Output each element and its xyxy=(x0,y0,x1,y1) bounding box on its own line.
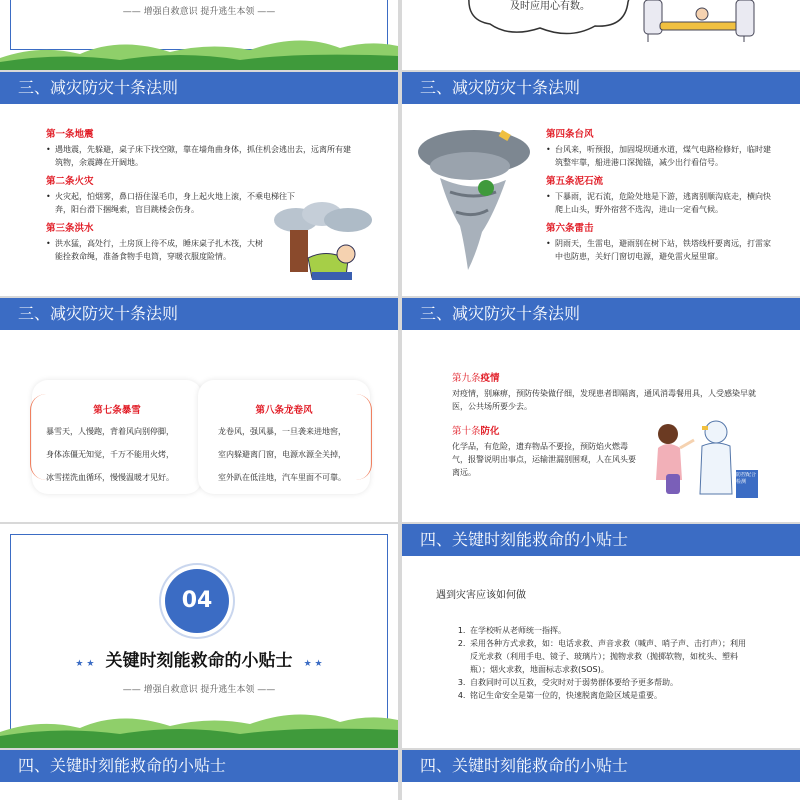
section-number: 04 xyxy=(181,588,213,613)
list-item: 3. 自救同时可以互救，受灾时对于弱势群体要给予更多帮助。 xyxy=(468,676,750,689)
rule-title: 第三条洪水 xyxy=(46,223,94,234)
rule-name: 防化 xyxy=(480,426,500,437)
rule-text: • 火灾起，怕烟雾，鼻口捂住湿毛巾，身上起火地上滚，不乘电梯往下奔，阳台滑下捆绳索，盲目跳楼会伤身。 xyxy=(46,190,303,216)
list-item: 1. 在学校听从老师统一指挥。 xyxy=(468,624,750,637)
rule-text: 化学品，有危险，遗弃物品不要捡，预防焰火燃毒气，报警说明出事点，运输泄漏别围观，人在风头要离远。 xyxy=(452,442,636,477)
rule-title: 第二条火灾 xyxy=(46,176,94,187)
slide-header: 四、关键时刻能救命的小贴士 xyxy=(402,524,800,556)
rule-text: • 阴雨天，生雷电，避雨别在树下站，铁塔线杆要离远，打雷家中也防患，关好门窗切电源，避免雷火屋里窜。 xyxy=(546,237,774,263)
slide-header: 四、关键时刻能救命的小贴士 xyxy=(0,750,398,782)
slide-header: 三、减灾防灾十条法则 xyxy=(0,72,398,104)
tornado-illustration xyxy=(410,122,538,274)
card-line: 室内躲避离门窗，电源水源全关掉， xyxy=(218,450,346,459)
card-title: 第八条龙卷风 xyxy=(255,405,313,416)
rule-text: • 台风来，听预报，加固堤坝通水道，煤气电路检修好，临时建筑整牢靠，船进港口深抛锚，减少出行看信号。 xyxy=(546,143,774,169)
card-line: 身体冻僵无知觉，千万不能用火烤， xyxy=(46,450,174,459)
slide-header: 三、减灾防灾十条法则 xyxy=(0,298,398,330)
rule-title: 第五条泥石流 xyxy=(546,176,604,187)
rule-prefix: 第九条 xyxy=(452,373,481,384)
card-line: 冰雪搓洗血循环，慢慢温暖才见好。 xyxy=(46,473,174,482)
slide-4[interactable] xyxy=(402,72,800,296)
earthquake-illustration xyxy=(268,198,384,290)
slide-header: 三、减灾防灾十条法则 xyxy=(402,298,800,330)
card-accent xyxy=(341,394,372,480)
slide-3[interactable] xyxy=(0,72,398,296)
rule-text: • 下暴雨，泥石流，危险处地是下游，逃离别顺沟底走，横向快爬上山头，野外宿营不选沟，进山一定看气候。 xyxy=(546,190,774,216)
card-accent xyxy=(30,394,61,480)
list-item: 2. 采用各种方式求救，如：电话求救、声音求救（喊声、哨子声、击打声）；利用反光求救（利用手电、镜子、玻璃片）；抛物求救（抛掷软物，如枕头、塑料瓶）；烟火求救，地面标志求救(SOS)。 xyxy=(468,637,750,676)
tips-list xyxy=(454,624,750,702)
slide-10-partial[interactable] xyxy=(402,750,800,800)
slide-5[interactable] xyxy=(0,298,398,522)
grass-decoration xyxy=(0,702,398,748)
card-line: 暴雪天，人慢跑，背着风向别停脚， xyxy=(46,427,174,436)
list-item: 4. 铭记生命安全是第一位的，快速脱离危险区域是重要。 xyxy=(468,689,750,702)
tips-list-wrap xyxy=(454,624,750,702)
bubble-text: 及时应用心有数。 xyxy=(510,1,590,12)
rescuers-illustration xyxy=(638,0,758,44)
slide-9-partial[interactable] xyxy=(0,750,398,800)
section-title: 关键时刻能救命的小贴士 xyxy=(105,651,293,671)
slide-1-partial[interactable] xyxy=(0,0,398,70)
star-icon: ★ ★ xyxy=(303,659,323,669)
slide-subtitle: —— 增强自救意识 提升逃生本领 —— xyxy=(122,7,276,17)
rule-card xyxy=(198,380,370,494)
star-icon: ★ ★ xyxy=(75,659,95,669)
card-title: 第七条暴雪 xyxy=(93,405,141,416)
rule-title: 第六条雷击 xyxy=(546,223,594,234)
slide-7[interactable] xyxy=(0,524,398,748)
slide-2-partial[interactable] xyxy=(402,0,800,70)
rule-name: 疫情 xyxy=(480,373,500,384)
rule-text: • 洪水猛，高处行，土房顶上待不成，睡床桌子扎木筏，大树能拴救命绳，准备食物手电筒，穿暖衣服度险情。 xyxy=(46,237,265,263)
slide-header: 三、减灾防灾十条法则 xyxy=(402,72,800,104)
rule-title: 第一条地震 xyxy=(46,129,94,140)
section-number-badge xyxy=(165,569,229,633)
rule-prefix: 第十条 xyxy=(452,426,481,437)
rules-column xyxy=(546,126,774,263)
sign-text: 防控配合检测 xyxy=(736,472,757,485)
slide-8[interactable] xyxy=(402,524,800,748)
rule-title xyxy=(452,370,770,384)
rule-text: 对疫情，别麻痹，预防传染做仔细，发现患者即隔离，通风消毒餐用具，人受感染早就医，公共场所要少去。 xyxy=(452,389,756,411)
section-title-row xyxy=(0,646,398,671)
rule-title: 第四条台风 xyxy=(546,129,594,140)
slide-6[interactable] xyxy=(402,298,800,522)
slide-subtitle: —— 增强自救意识 提升逃生本领 —— xyxy=(122,685,276,695)
tips-intro: 遇到灾害应该如何做 xyxy=(436,590,526,601)
rule-card xyxy=(32,380,202,494)
rule-text: • 遇地震，先躲避，桌子床下找空隙，靠在墙角曲身体，抓住机会逃出去，远离所有建筑物，余震蹲在开阔地。 xyxy=(46,143,356,169)
slide-header: 四、关键时刻能救命的小贴士 xyxy=(402,750,800,782)
grass-decoration xyxy=(0,30,398,70)
card-line: 龙卷风，强风暴，一旦袭来进地窖， xyxy=(218,427,346,436)
card-line: 室外趴在低洼地，汽车里面不可靠。 xyxy=(218,473,346,482)
